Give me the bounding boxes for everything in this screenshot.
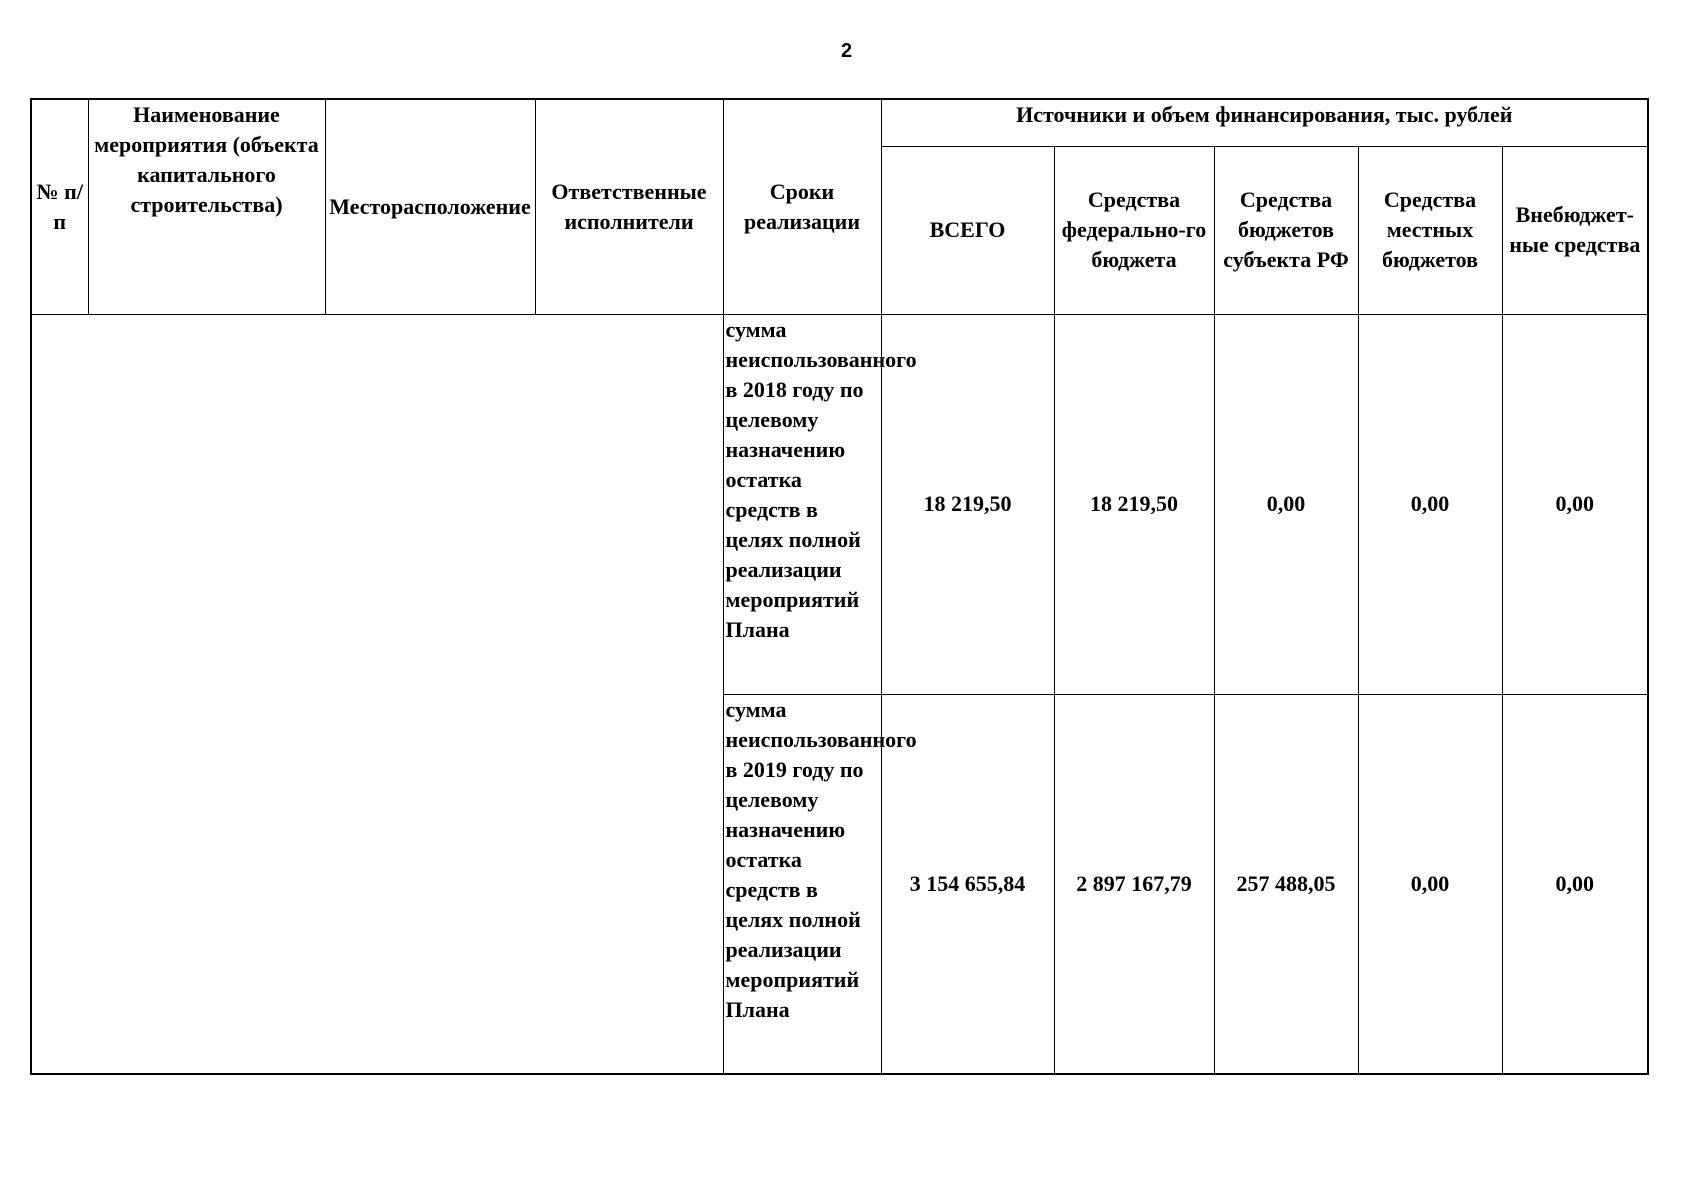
- header-timing: Сроки реализации: [723, 99, 881, 314]
- row-federal: 18 219,50: [1054, 314, 1214, 694]
- empty-merged-cell: [31, 314, 723, 1074]
- header-regional: Средства бюджетов субъекта РФ: [1214, 146, 1358, 314]
- header-local: Средства местных бюджетов: [1358, 146, 1502, 314]
- header-funding-group: Источники и объем финансирования, тыс. рублей: [881, 99, 1648, 146]
- row-timing: сумма неиспользованного в 2019 году по целевому назначению остатка средств в целях полной реализации мероприятий Плана: [723, 694, 881, 1074]
- table-row: [31, 314, 1648, 694]
- row-regional: 0,00: [1214, 314, 1358, 694]
- row-federal: 2 897 167,79: [1054, 694, 1214, 1074]
- row-extra: 0,00: [1502, 694, 1648, 1074]
- row-regional: 257 488,05: [1214, 694, 1358, 1074]
- header-federal: Средства федерально-го бюджета: [1054, 146, 1214, 314]
- header-responsible: Ответственные исполнители: [535, 99, 723, 314]
- row-timing: сумма неиспользованного в 2018 году по целевому назначению остатка средств в целях полной реализации мероприятий Плана: [723, 314, 881, 694]
- row-total: 18 219,50: [881, 314, 1054, 694]
- header-extra: Внебюджет-ные средства: [1502, 146, 1648, 314]
- row-local: 0,00: [1358, 314, 1502, 694]
- row-total: 3 154 655,84: [881, 694, 1054, 1074]
- header-total: ВСЕГО: [881, 146, 1054, 314]
- row-extra: 0,00: [1502, 314, 1648, 694]
- header-location: Месторасположение: [325, 99, 535, 314]
- header-name: Наименование мероприятия (объекта капитального строительства): [88, 99, 325, 314]
- page-number: 2: [840, 40, 853, 62]
- row-local: 0,00: [1358, 694, 1502, 1074]
- header-num: № п/п: [31, 99, 88, 314]
- financing-table: [30, 98, 1649, 1075]
